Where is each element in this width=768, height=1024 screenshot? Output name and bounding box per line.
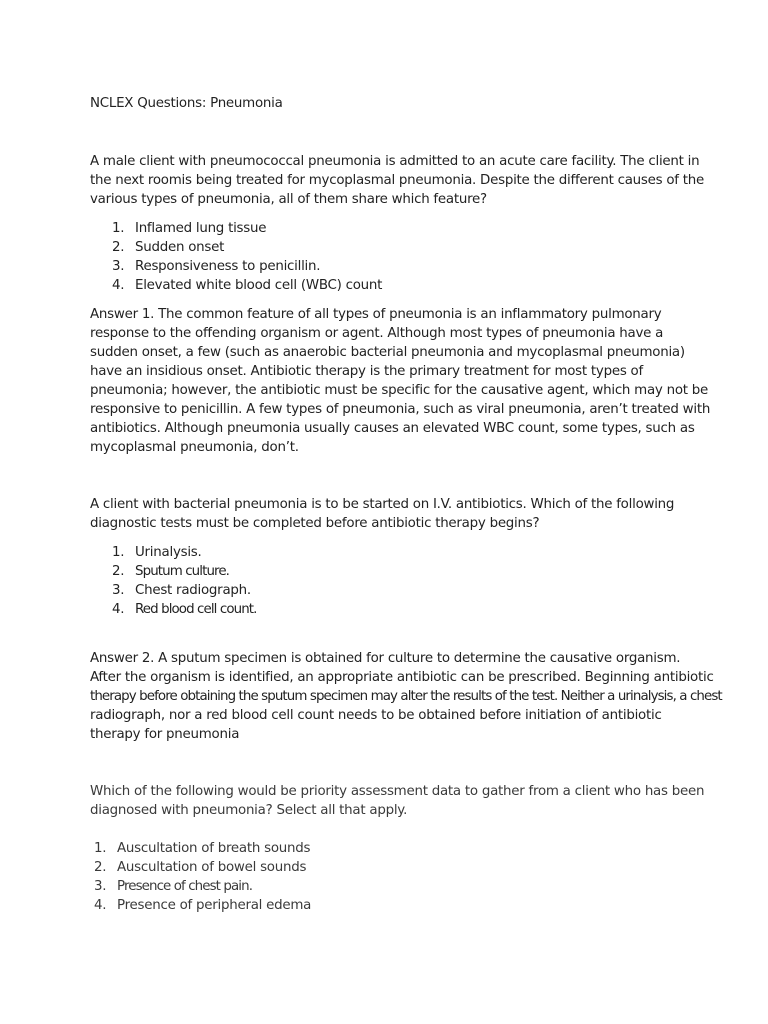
option-text: Auscultation of breath sounds: [117, 841, 311, 856]
option-text: Urinalysis.: [135, 545, 202, 560]
q1-answer-line: have an insidious onset. Antibiotic therapy is the primary treatment for most types of: [90, 364, 643, 379]
option-text: Sudden onset: [135, 240, 225, 255]
q3-option: [94, 877, 252, 896]
q1-answer-line: Answer 1. The common feature of all types of pneumonia is an inflammatory pulmonary: [90, 307, 662, 322]
option-number: 1.: [112, 221, 125, 236]
q1-answer-line: pneumonia; however, the antibiotic must be specific for the causative agent, which may not be: [90, 383, 709, 398]
option-number: 2.: [94, 860, 107, 875]
q1-answer-line: mycoplasmal pneumonia, don’t.: [90, 440, 299, 455]
option-text: Presence of chest pain.: [117, 879, 253, 894]
option-number: 1.: [94, 841, 107, 856]
option-text: Responsiveness to penicillin.: [135, 259, 321, 274]
q3-option: [94, 839, 310, 858]
q1-answer-line: response to the offending organism or agent. Although most types of pneumonia have a: [90, 326, 664, 341]
option-number: 2.: [112, 240, 125, 255]
q1-option: [112, 257, 320, 276]
document-title: NCLEX Questions: Pneumonia: [90, 96, 283, 111]
option-number: 2.: [112, 564, 125, 579]
q3-option: [94, 896, 311, 915]
q1-option: [112, 219, 266, 238]
q2-line: diagnostic tests must be completed before antibiotic therapy begins?: [90, 516, 540, 531]
option-text: Inflamed lung tissue: [135, 221, 267, 236]
option-text: Presence of peripheral edema: [117, 898, 312, 913]
option-text: Elevated white blood cell (WBC) count: [135, 278, 383, 293]
q1-answer-line: responsive to penicillin. A few types of pneumonia, such as viral pneumonia, aren’t treated with: [90, 402, 711, 417]
option-number: 3.: [112, 259, 125, 274]
q2-answer-line: radiograph, nor a red blood cell count needs to be obtained before initiation of antibiotic: [90, 708, 662, 723]
q2-option: [112, 562, 229, 581]
option-text: Sputum culture.: [135, 564, 230, 579]
q2-answer-line: therapy for pneumonia: [90, 727, 240, 742]
q2-line: A client with bacterial pneumonia is to be started on I.V. antibiotics. Which of the following: [90, 497, 675, 512]
q1-option: [112, 276, 382, 295]
q2-option: [112, 581, 251, 600]
q1-line: A male client with pneumococcal pneumonia is admitted to an acute care facility. The client in: [90, 154, 700, 169]
q3-line: Which of the following would be priority assessment data to gather from a client who has been: [90, 784, 705, 799]
option-number: 1.: [112, 545, 125, 560]
q1-line: the next roomis being treated for mycoplasmal pneumonia. Despite the different causes of the: [90, 173, 704, 188]
q1-answer-line: antibiotics. Although pneumonia usually causes an elevated WBC count, some types, such as: [90, 421, 695, 436]
option-number: 4.: [94, 898, 107, 913]
q1-line: various types of pneumonia, all of them share which feature?: [90, 192, 487, 207]
q1-answer-line: sudden onset, a few (such as anaerobic bacterial pneumonia and mycoplasmal pneumonia): [90, 345, 685, 360]
option-number: 4.: [112, 278, 125, 293]
q2-answer-line: therapy before obtaining the sputum specimen may alter the results of the test. Neither a urinalysis, a chest: [90, 689, 722, 704]
q2-answer-line: Answer 2. A sputum specimen is obtained for culture to determine the causative organism.: [90, 651, 681, 666]
option-text: Red blood cell count.: [135, 602, 257, 617]
q1-option: [112, 238, 224, 257]
option-number: 3.: [112, 583, 125, 598]
q2-option: [112, 543, 202, 562]
q2-answer-line: After the organism is identified, an appropriate antibiotic can be prescribed. Beginning antibiotic: [90, 670, 714, 685]
option-text: Auscultation of bowel sounds: [117, 860, 307, 875]
q3-line: diagnosed with pneumonia? Select all that apply.: [90, 803, 408, 818]
q3-option: [94, 858, 306, 877]
option-number: 3.: [94, 879, 107, 894]
option-number: 4.: [112, 602, 125, 617]
option-text: Chest radiograph.: [135, 583, 251, 598]
q2-option: [112, 600, 257, 619]
